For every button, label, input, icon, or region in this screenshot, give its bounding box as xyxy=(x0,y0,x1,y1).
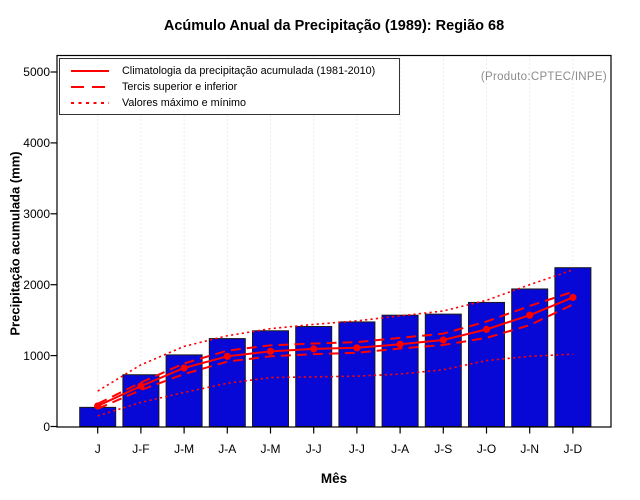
marker-climatology-11 xyxy=(569,294,576,301)
x-tick-label: J-M xyxy=(174,442,195,456)
y-axis-title: Precipitação acumulada (mm) xyxy=(7,151,23,336)
x-tick-label: J-D xyxy=(563,442,583,456)
dotted-red-line-icon xyxy=(71,102,109,104)
bar-7-J-A xyxy=(382,315,418,426)
marker-climatology-1 xyxy=(137,382,144,389)
x-tick-label: J xyxy=(94,442,101,456)
x-tick-label: J-A xyxy=(391,442,410,456)
x-tick-label: J-J xyxy=(305,442,322,456)
x-tick-label: J-N xyxy=(520,442,540,456)
chart-title: Acúmulo Anual da Precipitação (1989): Região 68 xyxy=(163,18,505,34)
marker-climatology-4 xyxy=(267,348,274,355)
y-tick-label: 0 xyxy=(43,419,50,434)
marker-climatology-7 xyxy=(397,341,404,348)
marker-climatology-0 xyxy=(94,402,101,409)
y-tick-label: 5000 xyxy=(23,65,50,79)
legend-item-terciles xyxy=(60,80,399,94)
legend-label: Climatologia da precipitação acumulada (1981-2010) xyxy=(122,64,376,77)
dashed-red-line-icon xyxy=(71,86,109,88)
legend-box xyxy=(59,58,400,115)
bar-6-J-J xyxy=(339,322,375,427)
x-tick-label: J-A xyxy=(218,442,237,456)
x-axis-title: Mês xyxy=(320,471,348,486)
marker-climatology-8 xyxy=(440,336,447,343)
legend-item-max-min xyxy=(60,96,399,110)
bar-11-J-D xyxy=(555,268,591,427)
marker-climatology-2 xyxy=(181,364,188,371)
y-tick-label: 1000 xyxy=(23,348,50,363)
x-tick-label: J-S xyxy=(434,442,453,456)
x-tick-label: J-M xyxy=(260,442,281,456)
marker-climatology-10 xyxy=(526,312,533,319)
legend-item-climatology xyxy=(60,64,399,78)
marker-climatology-9 xyxy=(483,326,490,333)
x-tick-label: J-O xyxy=(476,442,497,456)
x-tick-label: J-F xyxy=(132,442,150,456)
legend-label: Valores máximo e mínimo xyxy=(122,96,247,109)
marker-climatology-6 xyxy=(353,344,360,351)
bar-0-J xyxy=(80,407,116,426)
y-tick-label: 4000 xyxy=(23,135,50,150)
marker-climatology-5 xyxy=(310,345,317,352)
marker-climatology-3 xyxy=(224,353,231,360)
legend-label: Tercis superior e inferior xyxy=(122,80,238,93)
bar-3-J-A xyxy=(209,339,245,427)
x-tick-label: J-J xyxy=(348,442,365,456)
y-tick-label: 2000 xyxy=(23,277,50,292)
y-tick-label: 3000 xyxy=(23,206,50,221)
solid-red-line-icon xyxy=(71,70,109,72)
producer-watermark: (Produto:CPTEC/INPE) xyxy=(480,71,607,83)
